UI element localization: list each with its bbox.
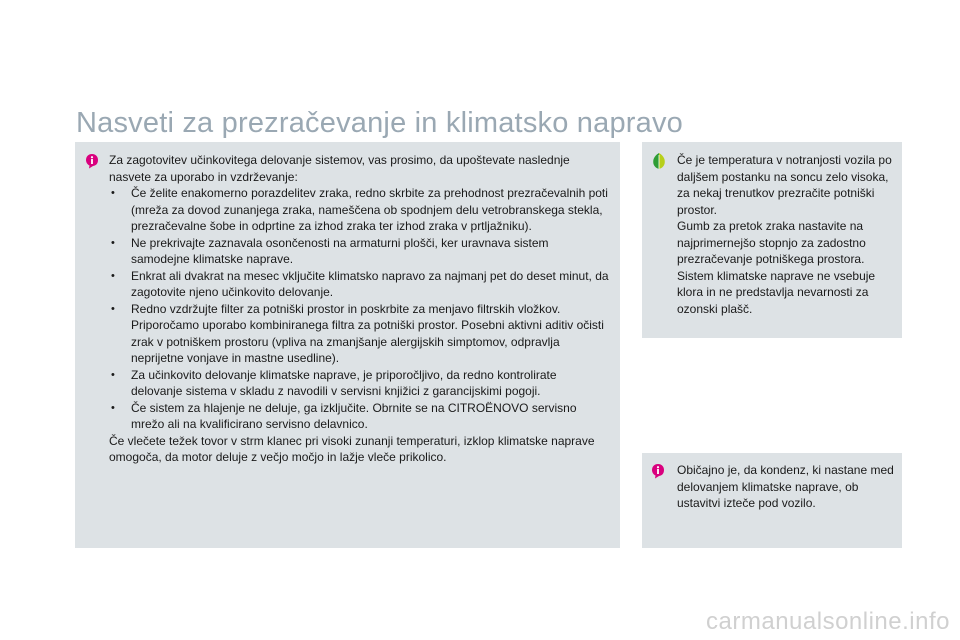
bullet-icon: • xyxy=(111,302,115,315)
info-icon xyxy=(85,153,99,169)
info-icon xyxy=(651,463,665,479)
eco-paragraph-2: Gumb za pretok zraka nastavite na najprimernejšo stopnjo za zadostno prezračevanje potniškega prostora. xyxy=(677,219,866,266)
advice-list xyxy=(109,185,609,433)
eco-paragraph-3: Sistem klimatske naprave ne vsebuje klora in ne predstavlja nevarnosti za ozonski plašč. xyxy=(677,268,876,316)
bullet-icon: • xyxy=(111,236,115,249)
closing-text: Če vlečete težek tovor v strm klanec pri visoki zunanji temperaturi, izklop klimatske naprave omogoča, da motor deluje z večjo močjo in lažje vleče prikolico. xyxy=(109,433,595,464)
watermark: carmanualsonline.info xyxy=(706,608,950,635)
list-item: • Če želite enakomerno porazdelitev zraka, redno skrbite za prehodnost prezračevalnih poti (mreža za dovod zunanjega zraka, nameščena ob spodnjem delu vetrobranskega stekla, prezračevalne šobe in odprtine za izhod zraka ter izhod zraka v prtljažniku). xyxy=(111,186,608,233)
eco-leaf-icon xyxy=(651,152,667,170)
list-item: • Ne prekrivajte zaznavala osončenosti na armaturni plošči, ker uravnava sistem samodejne klimatske naprave. xyxy=(111,235,549,266)
bullet-icon: • xyxy=(111,187,115,199)
list-item: • Enkrat ali dvakrat na mesec vključite klimatsko napravo za najmanj pet do deset minut, da zagotovite njeno učinkovito delovanje. xyxy=(111,268,609,299)
list-item: • Redno vzdržujte filter za potniški prostor in poskrbite za menjavo filtrskih vložkov. Priporočamo uporabo kombiniranega filtra za potniški prostor. Posebni aktivni aditiv očisti zrak v potniškem prostoru (vpliva na zmanjšanje alergijskih simptomov, odpravlja neprijetne vonjave in mastne usedline). xyxy=(111,301,604,365)
eco-advice-text xyxy=(677,152,897,317)
list-item: • Če sistem za hlajenje ne deluje, ga izključite. Obrnite se na CITROËNOVO servisno mrežo ali na kvalificirano servisno delavnico. xyxy=(111,400,577,431)
intro-text: Za zagotovitev učinkovitega delovanje sistemov, vas prosimo, da upoštevate naslednje nasvete za uporabo in vzdrževanje: xyxy=(109,153,570,184)
list-item: • Za učinkovito delovanje klimatske naprave, je priporočljivo, da redno kontrolirate delovanje sistema v skladu z navodili v servisni knjižici z garancijskimi pogoji. xyxy=(111,367,557,398)
page-title: Nasveti za prezračevanje in klimatsko napravo xyxy=(76,107,683,140)
condensation-info-text: Običajno je, da kondenz, ki nastane med delovanjem klimatske naprave, ob ustavitvi izteče pod vozilo. xyxy=(677,463,894,510)
eco-paragraph-1: Če je temperatura v notranjosti vozila po daljšem postanku na soncu zelo visoka, za nekaj trenutkov prezračite potniški prostor. xyxy=(677,153,892,217)
bullet-icon: • xyxy=(111,269,115,282)
main-advice-text xyxy=(109,152,609,466)
bullet-icon: • xyxy=(111,368,115,381)
bullet-icon: • xyxy=(111,401,115,414)
